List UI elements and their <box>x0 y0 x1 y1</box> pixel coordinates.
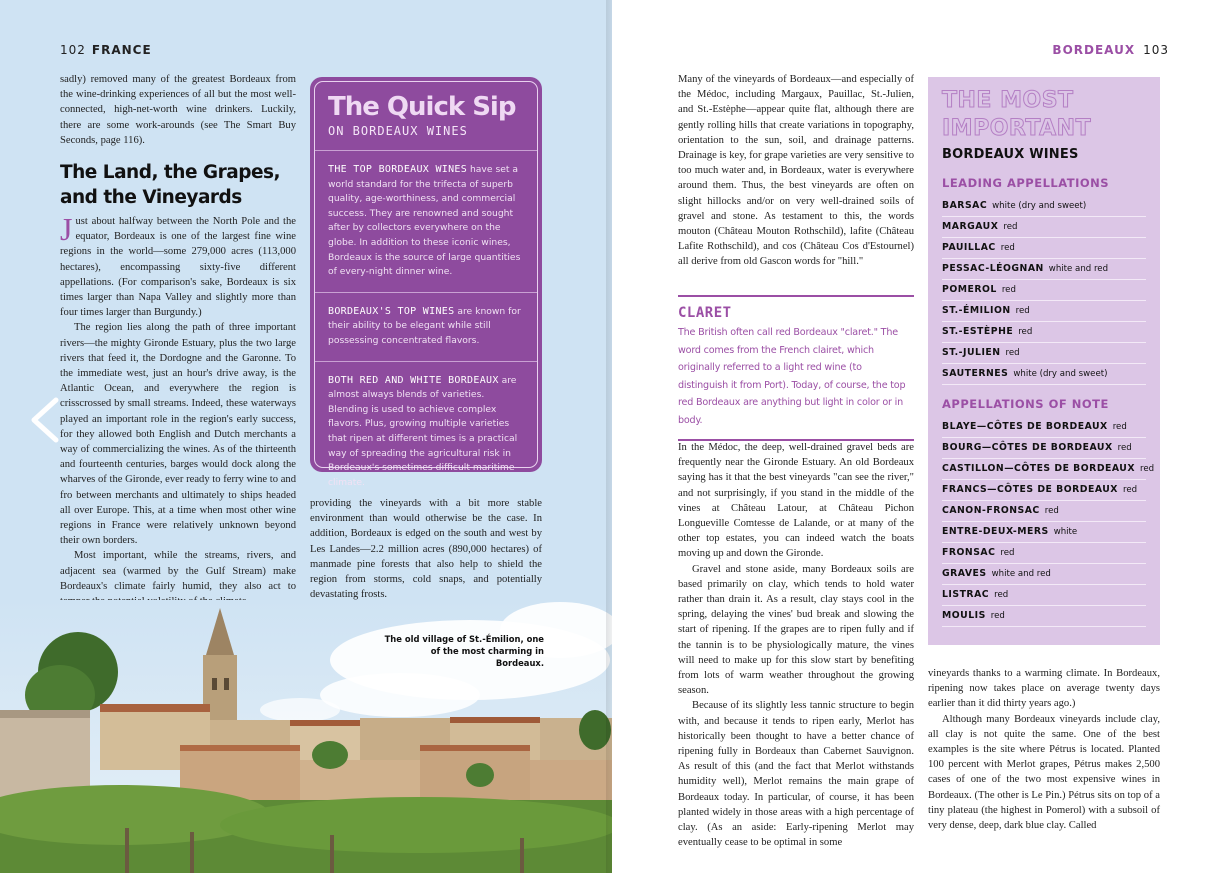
appellation-name: PESSAC-LÉOGNAN <box>942 263 1044 274</box>
appellation-type: red <box>1000 548 1015 558</box>
appellation-row <box>942 196 1146 217</box>
appellation-type: red <box>994 590 1009 600</box>
appellation-type: red <box>1117 443 1132 453</box>
appellation-row <box>942 501 1146 522</box>
appellation-name: FRANCS—CÔTES DE BORDEAUX <box>942 484 1118 495</box>
right-page <box>612 0 1214 873</box>
running-head-left <box>60 43 152 57</box>
appellation-name: SAUTERNES <box>942 368 1009 379</box>
appellation-name: LISTRAC <box>942 589 990 600</box>
appellation-type: red <box>1000 243 1015 253</box>
divider <box>315 292 537 293</box>
appellation-type: red <box>1005 348 1020 358</box>
paragraph-landes: providing the vineyards with a bit more stable environment than would otherwise be the case. In addition, Bordeaux is edged on the south and west by Les Landes—2.2 million acres (890,000 hectares) of manmade pine forests that also help to shield the region from storms, cold snaps, and potentially devastating frosts. <box>310 498 542 601</box>
right-column-1-bottom <box>678 440 914 850</box>
appellation-type: red <box>1003 222 1018 232</box>
appellation-row <box>942 343 1146 364</box>
appellation-type: white (dry and sweet) <box>1013 369 1108 379</box>
appellation-type: red <box>1122 485 1138 495</box>
leading-appellations-list <box>942 196 1146 385</box>
appellation-row <box>942 543 1146 564</box>
paragraph-clay: Gravel and stone aside, many Bordeaux soils are based primarily on clay, which tends to hold water rather than drain it. As a result, clay stays cool in the spring, delaying the vines' bud break and slowing the start of ripening. If the grapes are to ripen fully and if the tannin is to be physiologically mature, the vines will need to make up for this slow start by benefiting from lots of warm weather throughout the growing season. <box>678 563 914 697</box>
divider <box>315 150 537 151</box>
appellation-name: ST.-ÉMILION <box>942 305 1011 316</box>
appellation-type: red <box>1112 422 1127 432</box>
appellation-name: ST.-JULIEN <box>942 347 1001 358</box>
right-column-2 <box>928 666 1160 833</box>
paragraph-warming: vineyards thanks to a warming climate. In Bordeaux, ripening now takes place on average twenty days earlier than it did thirty years ago.) <box>928 668 1160 710</box>
appellations-of-note-list <box>942 417 1155 627</box>
appellation-row <box>942 459 1155 480</box>
photo-caption: The old village of St.-Émilion, one of the most charming in Bordeaux. <box>384 634 544 668</box>
quick-sip-item: THE TOP BORDEAUX WINES have set a world standard for the trifecta of superb quality, age-worthiness, and commercial success. They are renowned and sought after by collectors everywhere on the globe. In addition to these iconic wines, Bordeaux is the source of large quantities of every-night dinner wine. <box>328 164 521 278</box>
appellation-row <box>942 438 1146 459</box>
quick-sip-item: BORDEAUX'S TOP WINES are known for their ability to be elegant while still possessing concentrated flavors. <box>328 305 521 346</box>
appellation-row <box>942 480 1146 501</box>
appellation-row <box>942 522 1146 543</box>
quick-sip-box <box>310 77 542 488</box>
appellation-row <box>942 417 1146 438</box>
appellation-row <box>942 259 1146 280</box>
left-column-1 <box>60 72 296 609</box>
appellation-row <box>942 217 1146 238</box>
right-column-1-top <box>678 72 914 270</box>
claret-text: The British often call red Bordeaux "claret." The word comes from the French clairet, which originally referred to a light red wine (to distinguish it from Port). Today, of course, the top red Bordeaux are anything but light in color or in body. <box>678 327 906 426</box>
appellation-name: MARGAUX <box>942 221 999 232</box>
most-important-title: THE MOST IMPORTANT <box>942 88 1092 141</box>
appellation-type: red <box>1018 327 1033 337</box>
running-head-title: FRANCE <box>91 43 152 57</box>
claret-sidebar <box>678 295 914 441</box>
paragraph-flat-vineyards: Many of the vineyards of Bordeaux—and especially of the Médoc, including Margaux, Pauillac, St.-Julien, and St.-Estèphe—appear quite flat, although there are gently rolling hills that create variations in topography, orientation to the sun, soil, and drainage patterns. Drainage is key, for grape varieties are very sensitive to too much water and, in Bordeaux, water is everywhere around them. Thus, the best vineyards are often on slight hillocks and/or on very well-drained soils of gravel and stone. As testament to this, the words mouton (Château Mouton Rothschild), lafite (Château Lafite Rothschild), and cos (Château Cos d'Estournel) all derive from old Gascon words for "hill." <box>678 74 914 268</box>
appellation-type: white <box>1053 527 1078 537</box>
paragraph-medoc: In the Médoc, the deep, well-drained gravel beds are frequently near the Gironde Estuary. An old Bordeaux saying has it that the best vineyards "can see the river," and not surprisingly, if you stand in the middle of the vines at Château Latour, at Château Pichon Longueville Comtesse de Lalande, or at many of the other top estates, you can indeed watch the boats moving up and down the Gironde. <box>678 442 914 560</box>
appellation-name: MOULIS <box>942 610 986 621</box>
appellation-row <box>942 585 1146 606</box>
page-number-left: 102 <box>60 43 86 57</box>
appellation-row <box>942 280 1146 301</box>
appellation-name: POMEROL <box>942 284 997 295</box>
appellation-type: red <box>1140 464 1155 474</box>
drop-cap: J <box>60 211 73 248</box>
paragraph-petrus: Although many Bordeaux vineyards include clay, all clay is not quite the same. One of the best examples is the site where Pétrus is located. Planted 100 percent with Merlot grapes, Pétrus makes 2,500 cases of one of the two most expensive wines in Bordeaux. (The other is Le Pin.) Pétrus sits on top of a tiny plateau (the highest in Pomerol) with a subsoil of very dense, deep, dark blue clay. Called <box>928 713 1160 832</box>
divider <box>315 361 537 362</box>
left-column-2 <box>310 496 542 602</box>
appellation-type: red <box>1001 285 1016 295</box>
appellation-type: red <box>990 611 1005 621</box>
most-important-box <box>928 77 1160 645</box>
running-head-title: BORDEAUX <box>1052 43 1136 57</box>
section-heading: The Land, the Grapes, and the Vineyards <box>60 162 281 209</box>
appellation-row <box>942 364 1146 385</box>
appellation-name: BOURG—CÔTES DE BORDEAUX <box>942 442 1113 453</box>
paragraph-rivers: The region lies along the path of three important rivers—the mighty Gironde Estuary, plus the two large rivers that feed it, the Dordogne and the Garonne. To the immediate west, just an hour's drive away, is the Atlantic Ocean, and everywhere the region is crisscrossed by small streams. Indeed, these waterways played an important role in the region's early success, for they allowed both English and Dutch merchants a way of commercializing the wines. As of the thirteenth and fourteenth centuries, barges would dock along the wharves of the Gironde, ever ready to ferry wine to and fro between merchants and ultimately to ships headed all over Europe. This, at a time when most other wine regions in France were relatively unknown beyond their own borders. <box>60 322 296 547</box>
running-head-right <box>1052 43 1169 57</box>
appellation-type: white and red <box>1048 264 1109 274</box>
appellations-of-note-heading: APPELLATIONS OF NOTE <box>942 397 1109 411</box>
appellation-type: white (dry and sweet) <box>992 201 1087 211</box>
leading-appellations-heading: LEADING APPELLATIONS <box>942 176 1110 190</box>
appellation-name: FRONSAC <box>942 547 996 558</box>
paragraph-land: Just about halfway between the North Pole and the equator, Bordeaux is one of the largest fine wine regions in the world—some 279,000 acres (113,000 hectares), encompassing sixty-five different appellations. (For comparison's sake, Bordeaux is six times larger than Napa Valley and slightly more than four times larger than Burgundy.) <box>60 211 296 319</box>
appellation-name: BARSAC <box>942 200 988 211</box>
appellation-name: ENTRE-DEUX-MERS <box>942 526 1049 537</box>
quick-sip-title: The Quick Sip <box>328 92 516 122</box>
quick-sip-item: BOTH RED AND WHITE BORDEAUX are almost always blends of varieties. Blending is used to achieve complex flavors. Plus, growing multiple varieties that ripen at different times is a practical way of spreading the agricultural risk in Bordeaux's sometimes difficult maritime climate. <box>328 374 518 488</box>
appellation-name: GRAVES <box>942 568 987 579</box>
paragraph-merlot: Because of its slightly less tannic structure to begin with, and because it tends to ripen early, Merlot has historically been thought to have a better chance of ripening fully in Bordeaux than Cabernet Sauvignon. As result of this (and the fact that Merlot withstands humidity well), Merlot remains the main grape of Bordeaux today. In particular, of course, it has been planted widely in those areas with a high percentage of clay. (As an aside: Early-ripening Merlot may eventually cease to be optimal in some <box>678 700 914 849</box>
previous-page-arrow[interactable] <box>26 396 66 444</box>
appellation-row <box>942 606 1146 627</box>
appellation-row <box>942 238 1146 259</box>
appellation-name: PAUILLAC <box>942 242 996 253</box>
appellation-name: CANON-FRONSAC <box>942 505 1040 516</box>
appellation-type: red <box>1044 506 1059 516</box>
page-number-right: 103 <box>1143 43 1169 57</box>
most-important-subtitle: BORDEAUX WINES <box>942 147 1079 162</box>
quick-sip-subtitle: ON BORDEAUX WINES <box>328 124 468 138</box>
appellation-row <box>942 322 1146 343</box>
chevron-left-icon <box>26 396 66 444</box>
appellation-name: ST.-ESTÈPHE <box>942 326 1014 337</box>
appellation-type: white and red <box>991 569 1051 579</box>
appellation-type: red <box>1015 306 1030 316</box>
appellation-name: CASTILLON—CÔTES DE BORDEAUX <box>942 463 1136 474</box>
appellation-name: BLAYE—CÔTES DE BORDEAUX <box>942 421 1108 432</box>
appellation-row <box>942 301 1146 322</box>
claret-title: CLARET <box>678 305 732 321</box>
paragraph-climate: Most important, while the streams, rivers, and adjacent sea (warmed by the Gulf Stream) make Bordeaux's climate fairly humid, they also act to <box>60 550 296 592</box>
appellation-row <box>942 564 1146 585</box>
intro-paragraph: sadly) removed many of the greatest Bordeaux from the wine-drinking experiences of all but the most well-connected, high-net-worth wine drinkers. Luckily, there are some work-arounds (see The Smart Buy Seconds, page 116). <box>60 74 296 146</box>
